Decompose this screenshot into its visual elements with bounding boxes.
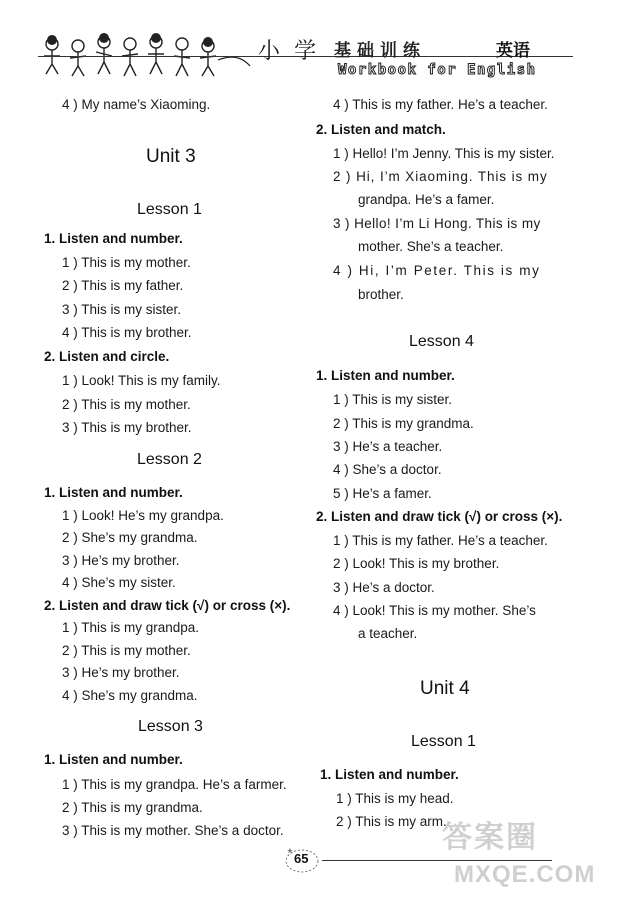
list-item: 3 ) This is my mother. She’s a doctor. (62, 823, 284, 838)
lesson-heading: Lesson 4 (409, 333, 474, 350)
list-item-continued: grandpa. He’s a famer. (358, 192, 495, 207)
list-item: 3 ) This is my brother. (62, 420, 192, 435)
question-heading: 2. Listen and draw tick (√) or cross (×). (44, 598, 291, 613)
list-item: 2 ) This is my grandma. (62, 800, 203, 815)
lesson-heading: Lesson 1 (411, 733, 476, 750)
list-item-continued: mother. She’s a teacher. (358, 239, 504, 254)
page-number: 65 (294, 851, 309, 866)
question-heading: 1. Listen and number. (44, 231, 183, 246)
list-item-continued: brother. (358, 287, 404, 302)
list-item: 5 ) He’s a famer. (333, 486, 432, 501)
list-item: 1 ) This is my mother. (62, 255, 191, 270)
list-item: 3 ) He’s my brother. (62, 553, 180, 568)
list-item: 1 ) This is my head. (336, 791, 454, 806)
header-title-subject: 英语 (496, 41, 530, 60)
list-item: 3 ) He’s a doctor. (333, 580, 435, 595)
list-item: 1 ) Hello! I’m Jenny. This is my sister. (333, 146, 555, 161)
unit-heading: Unit 3 (146, 146, 196, 167)
question-heading: 2. Listen and match. (316, 122, 446, 137)
list-item: 1 ) This is my grandpa. He’s a farmer. (62, 777, 287, 792)
header-subtitle: Workbook for English (338, 62, 537, 78)
watermark-url: MXQE.COM (454, 861, 596, 888)
list-item: 1 ) Look! He’s my grandpa. (62, 508, 224, 523)
header-title-xiaoxue: 小 学 (258, 38, 321, 63)
question-heading: 2. Listen and draw tick (√) or cross (×). (316, 509, 563, 524)
list-item: 4 ) She’s my sister. (62, 575, 176, 590)
question-heading: 1. Listen and number. (44, 485, 183, 500)
list-item: 2 ) Hi, I’m Xiaoming. This is my (333, 169, 548, 184)
list-item: 4 ) My name’s Xiaoming. (62, 97, 211, 112)
list-item: 2 ) This is my arm. (336, 814, 447, 829)
lesson-heading: Lesson 2 (137, 451, 202, 468)
list-item: 2 ) This is my father. (62, 278, 184, 293)
list-item: 3 ) This is my sister. (62, 302, 182, 317)
list-item: 4 ) This is my brother. (62, 325, 192, 340)
list-item: 2 ) Look! This is my brother. (333, 556, 500, 571)
question-heading: 1. Listen and number. (44, 752, 183, 767)
list-item: 1 ) This is my grandpa. (62, 620, 200, 635)
children-illustration (38, 30, 253, 78)
list-item: 3 ) He’s my brother. (62, 665, 180, 680)
list-item: 2 ) She’s my grandma. (62, 530, 198, 545)
list-item: 1 ) This is my sister. (333, 392, 453, 407)
question-heading: 1. Listen and number. (320, 767, 459, 782)
list-item: 3 ) He’s a teacher. (333, 439, 443, 454)
list-item: 4 ) Look! This is my mother. She’s (333, 603, 536, 618)
question-heading: 2. Listen and circle. (44, 349, 170, 364)
list-item: 2 ) This is my mother. (62, 643, 191, 658)
list-item: 2 ) This is my grandma. (333, 416, 474, 431)
unit-heading: Unit 4 (420, 678, 470, 699)
lesson-heading: Lesson 1 (137, 201, 202, 218)
list-item: 4 ) She’s my grandma. (62, 688, 198, 703)
list-item: 4 ) This is my father. He’s a teacher. (333, 97, 548, 112)
list-item: 1 ) This is my father. He’s a teacher. (333, 533, 548, 548)
list-item: 2 ) This is my mother. (62, 397, 191, 412)
list-item: 4 ) Hi, I’m Peter. This is my (333, 263, 541, 278)
list-item-continued: a teacher. (358, 626, 418, 641)
question-heading: 1. Listen and number. (316, 368, 455, 383)
list-item: 4 ) She’s a doctor. (333, 462, 442, 477)
list-item: 3 ) Hello! I’m Li Hong. This is my (333, 216, 541, 231)
header-title-chinese: 基础训练 (334, 41, 426, 60)
list-item: 1 ) Look! This is my family. (62, 373, 221, 388)
lesson-heading: Lesson 3 (138, 718, 203, 735)
watermark-text: 答案圈 (442, 821, 538, 854)
